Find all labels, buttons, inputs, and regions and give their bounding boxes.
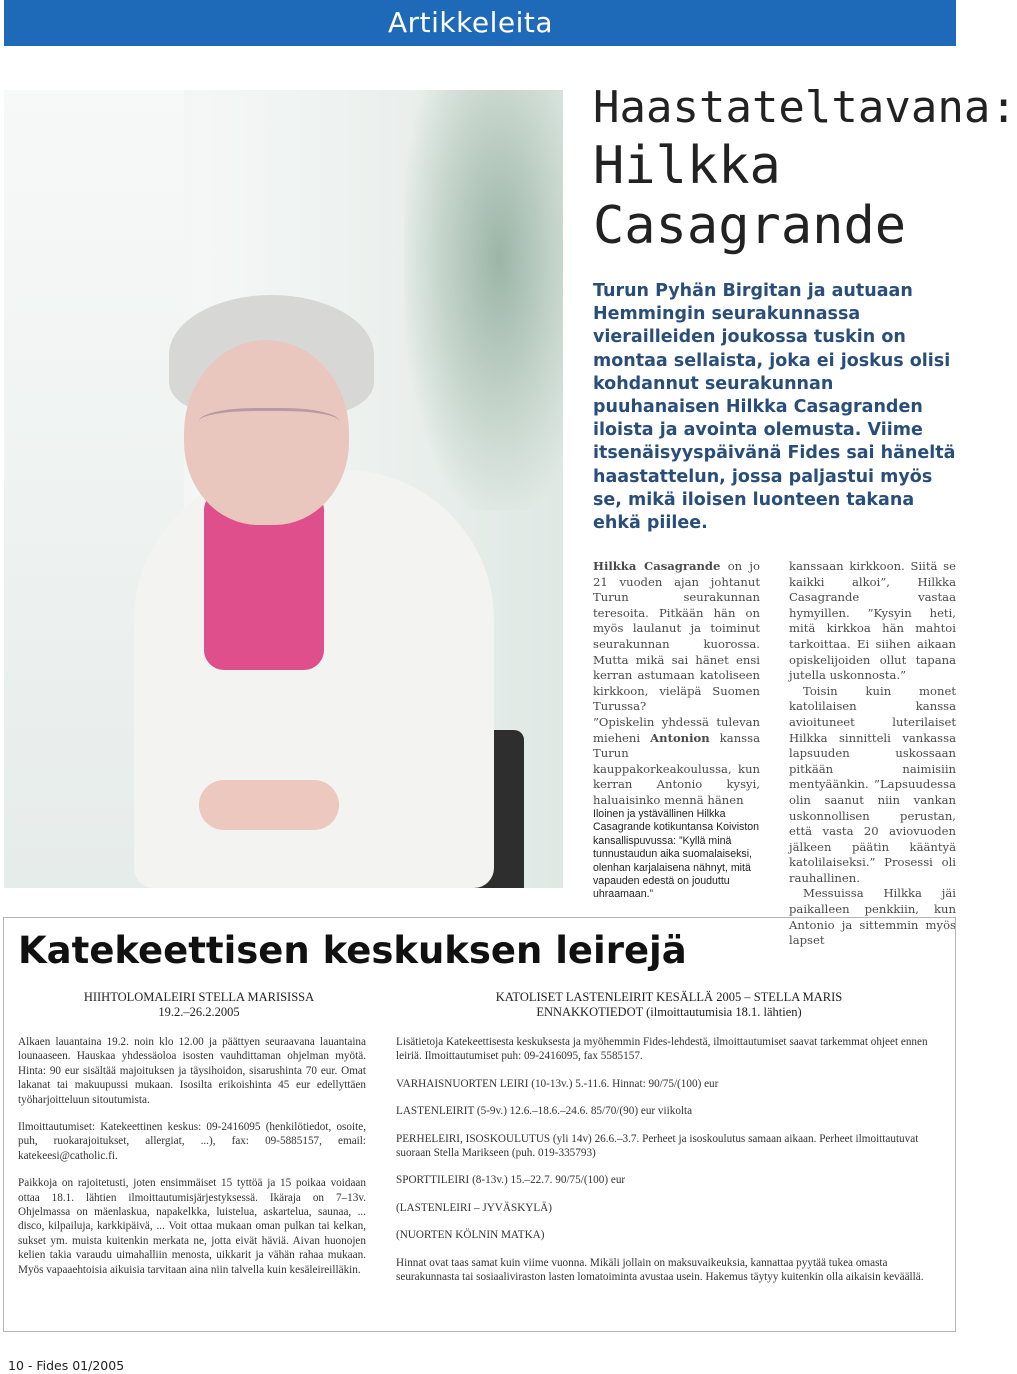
heading-line: 19.2.–26.2.2005: [158, 1005, 240, 1019]
winter-camp-details: [18, 1035, 366, 1290]
camp-paragraph: VARHAISNUORTEN LEIRI (10-13v.) 5.-11.6. Hinnat: 90/75/(100) eur: [396, 1077, 719, 1090]
camp-paragraph: Hinnat ovat taas samat kuin viime vuonna. Mikäli jollain on maksuvaikeuksia, kannattaa pyytää tukea omasta seurakunnasta tai sosiaaliviraston lasten lomatoiminta avustaa usein. Hakemus täytyy kuitenkin olla aikaisin keväällä.: [396, 1256, 924, 1284]
section-banner: [4, 0, 956, 46]
camp-paragraph: Lisätietoja Katekeettisesta keskuksesta ja myöhemmin Fides-lehdestä, ilmoittautumiset saavat tarkemmat ohjeet ennen leiriä. Ilmoittautumiset puh: 09-2416095, fax 5585157.: [396, 1036, 928, 1063]
heading-line: KATOLISET LASTENLEIRIT KESÄLLÄ 2005 – STELLA MARIS: [495, 990, 843, 1004]
camp-paragraph: LASTENLEIRIT (5-9v.) 12.6.–18.6.–24.6. 85/70/(90) eur viikolta: [396, 1105, 693, 1118]
photo-hands: [199, 780, 339, 830]
camp-paragraph: (LASTENLEIRI – JYVÄSKYLÄ): [396, 1201, 552, 1214]
summer-camps-heading: [395, 990, 943, 1020]
camp-paragraph: Paikkoja on rajoitetusti, joten ensimmäiset 15 tyttöä ja 15 poikaa voidaan ottaa 18.1. lähtien ilmoittautumisjärjestyksessä. Ikäraja on 7–13v. Ohjelmassa on mäenlaskua, napakelkka, luistelua, askartelua, saunaa, ... disco, kilpailuja, karkkipäivä, ... Voit ottaa mukaan oman pulkan tai kelkan, sukset ym. muista kuitenkin merkata ne, jotta eivät häviä. Aivan huonojen kelien takia varaudu uimahalliin menosta, uikkarit ja vähän rahaa mukaan. Myös vapaaehtoisia aikuisia tarvitaan aina niin talvella kuin kesäleireilläkin.: [18, 1177, 366, 1276]
portrait-photo: [4, 90, 563, 888]
article-lead: Turun Pyhän Birgitan ja autuaan Hemmingin seurakunnassa vierailleiden joukossa tuskin on montaa sellaista, joka ei joskus olisi kohdannut seurakunnan puuhanaisen Hilkka Casagranden iloista ja avointa olemusta. Viime itsenäisyyspäivänä Fides sai häneltä haastattelun, jossa paljastui myös se, mikä iloisen luonteen takana ehkä piilee.: [593, 281, 956, 534]
article-paragraph: kanssaan kirkkoon. Siitä se kaikki alkoi”, Hilkka Casagrande vastaa hymyillen. ”Kysyin heti, mitä kirkkoa hän mahtoi tarkoittaa. Ei siihen aikaan opiskelijoiden ollut tapana jutella uskonnosta.”: [789, 559, 956, 683]
camp-paragraph: PERHELEIRI, ISOSKOULUTUS (yli 14v) 26.6.–3.7. Perheet ja isoskoulutus samaan aikaan. Perheet ilmoittautuvat suoraan Stella Marikseen (puh. 019-335793): [396, 1132, 919, 1160]
camps-title: Katekeettisen keskuksen leirejä: [18, 929, 687, 972]
person-name: Antonion: [650, 730, 710, 745]
camp-paragraph: (NUORTEN KÖLNIN MATKA): [396, 1229, 545, 1242]
camp-paragraph: Alkaen lauantaina 19.2. noin klo 12.00 ja päättyen seuraavana lauantaina lounaaseen. Hauskaa yhdessäoloa isosten vauhdittaman ohjelman myötä. Hinta: 90 eur sisältää majoituksen ja täysihoidon, sisarushinta 70 eur. Omat lakanat tai makuupussi mukaan. Isosilta erikoishinta 45 eur edellyttäen työharjoitteluun sitoutumista.: [18, 1036, 366, 1106]
person-name: Hilkka Casagrande: [593, 559, 721, 573]
camp-paragraph: SPORTTILEIRI (8-13v.) 15.–22.7. 90/75/(100) eur: [396, 1174, 626, 1187]
article-paragraph: [593, 559, 760, 715]
section-title: Artikkeleita: [388, 6, 554, 39]
paragraph-text: ”Opiskelin yhdessä tulevan mieheni: [593, 714, 760, 745]
photo-plant: [404, 90, 563, 510]
article-paragraph: [593, 715, 760, 809]
article-column-1: [593, 559, 760, 809]
article-paragraph: Toisin kuin monet katolilaisen kanssa avioituneet luterilaiset Hilkka sinnitteli vankassa lapsuuden uskossaan pitkään naimisiin mentyäänkin. ”Lapsuudessa olin saanut niin vankan uskonnollisen perustan, että vasta 20 aviovuoden jälkeen päätin kääntyä katolilaiseksi.” Prosessi oli rauhallinen.: [789, 683, 956, 885]
headline-line-1: Haastateltavana:: [593, 82, 1017, 133]
winter-camp-heading: [14, 990, 384, 1020]
headline-line-3: Casagrande: [593, 196, 907, 256]
page-footer: 10 - Fides 01/2005: [8, 1358, 125, 1373]
headline-line-2: Hilkka: [593, 136, 781, 196]
heading-line: ENNAKKOTIEDOT (ilmoittautumisia 18.1. lähtien): [536, 1005, 802, 1019]
article-paragraph: Messuissa Hilkka jäi paikalleen penkkiin, kun Antonio ja sittemmin myös lapset: [789, 886, 956, 948]
paragraph-text: on jo 21 vuoden ajan johtanut Turun seurakunnan teresoita. Pitkään hän on myös laulanut ja toiminut seurakunnan kuorossa. Mutta mikä sai hänet ensi kerran astumaan katoliseen kirkkoon, vieläpä Suomen Turussa?: [593, 559, 760, 714]
heading-line: HIIHTOLOMALEIRI STELLA MARISISSA: [83, 990, 315, 1004]
photo-glasses: [199, 408, 339, 441]
article-headline: [593, 80, 1017, 256]
paragraph-text: kanssa Turun kauppakorkeakoulussa, kun kerran Antonio kysyi, haluaisinko mennä hänen: [593, 730, 760, 807]
article-column-2: [789, 559, 956, 949]
summer-camps-details: [396, 1035, 936, 1297]
photo-caption: Iloinen ja ystävällinen Hilkka Casagrande kotikuntansa Koiviston kansallispuvussa: ”Kyllä minä tunnustaudun aika suomalaiseksi, olenhan karjalaisena nähnyt, mitä vapauden edestä on jouduttu uhraamaan.”: [593, 808, 760, 901]
camp-paragraph: Ilmoittautumiset: Katekeettinen keskus: 09-2416095 (henkilötiedot, osoite, puh, ruokarajoitukset, allergiat, ...), fax: 09-5885157, email: katekeesi@catholic.fi.: [18, 1121, 366, 1162]
